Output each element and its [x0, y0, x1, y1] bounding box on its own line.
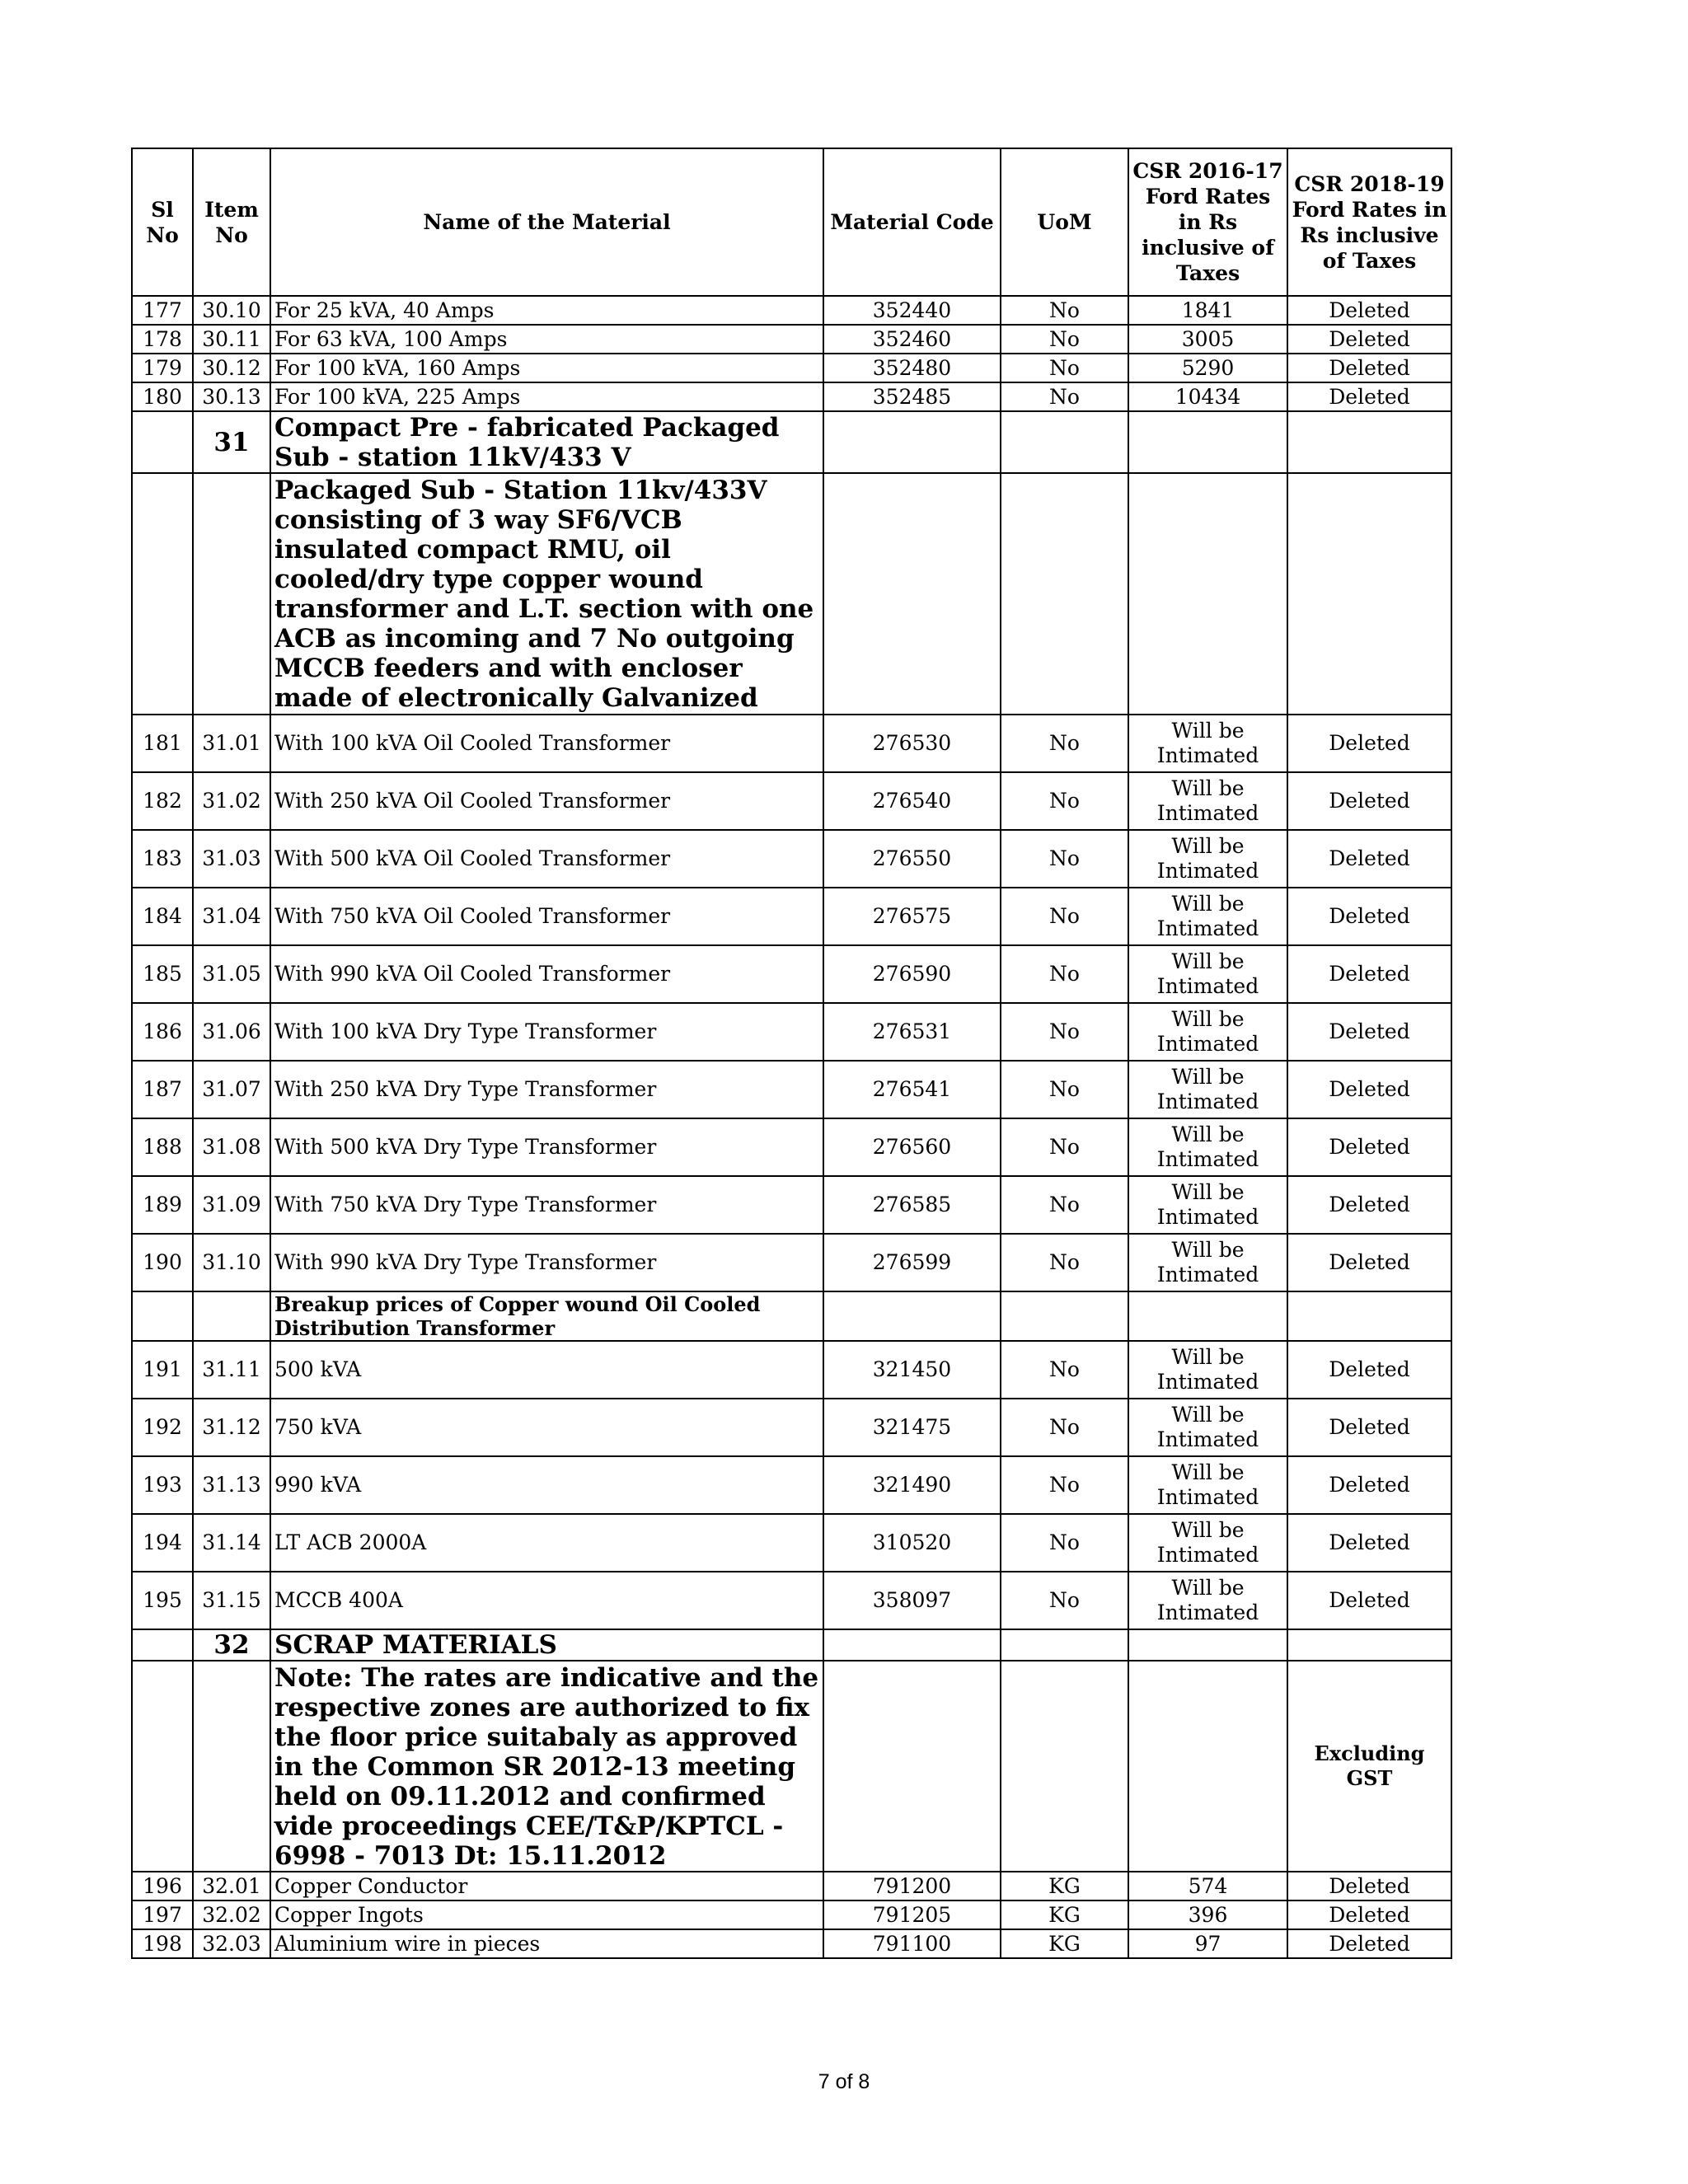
cell-sl-no: 179	[132, 354, 193, 382]
cell-sl-no: 186	[132, 1003, 193, 1061]
cell-material-code: 321450	[823, 1341, 1001, 1399]
table-row	[132, 715, 1451, 772]
cell-material-code: 276531	[823, 1003, 1001, 1061]
cell-item-no: 32.02	[193, 1900, 270, 1929]
cell-material-code: 276560	[823, 1118, 1001, 1176]
cell-sl-no: 178	[132, 325, 193, 354]
section-note-row	[132, 1661, 1451, 1872]
cell-rate-2016-17: Will be Intimated	[1128, 1003, 1287, 1061]
cell-uom: No	[1001, 1399, 1128, 1456]
section-item-no: 31	[193, 411, 270, 473]
cell-uom: No	[1001, 888, 1128, 945]
section-description-row	[132, 473, 1451, 715]
cell-sl-no: 198	[132, 1929, 193, 1958]
cell-item-no: 31.11	[193, 1341, 270, 1399]
cell-rate-2018-19: Deleted	[1287, 888, 1451, 945]
cell-rate-2018-19: Deleted	[1287, 830, 1451, 888]
cell-rate-2016-17: Will be Intimated	[1128, 830, 1287, 888]
cell-sl-no: 194	[132, 1514, 193, 1572]
cell-rate-2016-17: Will be Intimated	[1128, 1061, 1287, 1118]
cell-rate-2016-17: Will be Intimated	[1128, 1176, 1287, 1234]
cell-item-no: 31.12	[193, 1399, 270, 1456]
cell-material-name: 500 kVA	[270, 1341, 823, 1399]
cell-rate-2018-19: Deleted	[1287, 1514, 1451, 1572]
cell-rate-2016-17: Will be Intimated	[1128, 1572, 1287, 1629]
cell-item-no: 32.01	[193, 1872, 270, 1900]
cell-material-code: 276575	[823, 888, 1001, 945]
cell-sl-no: 193	[132, 1456, 193, 1514]
cell-rate-2016-17: 5290	[1128, 354, 1287, 382]
cell-material-name: With 250 kVA Dry Type Transformer	[270, 1061, 823, 1118]
table-row	[132, 1061, 1451, 1118]
cell-material-name: For 100 kVA, 160 Amps	[270, 354, 823, 382]
cell-item-no: 30.12	[193, 354, 270, 382]
cell-item-no: 31.10	[193, 1234, 270, 1291]
cell-rate-2016-17: Will be Intimated	[1128, 945, 1287, 1003]
rate-table	[131, 148, 1452, 1959]
cell-item-no: 30.10	[193, 296, 270, 325]
section-note: Note: The rates are indicative and the respective zones are authorized to fix the floor price suitabaly as approved in the Common SR 2012-13 meeting held on 09.11.2012 and confirmed vide proceedings CEE/T&P/KPTCL - 6998 - 7013 Dt: 15.11.2012	[270, 1661, 823, 1872]
cell-sl-no: 181	[132, 715, 193, 772]
breakup-heading: Breakup prices of Copper wound Oil Cooled Distribution Transformer	[270, 1291, 823, 1341]
cell-uom: No	[1001, 1234, 1128, 1291]
table-row	[132, 945, 1451, 1003]
cell-uom: KG	[1001, 1929, 1128, 1958]
cell-uom: No	[1001, 1514, 1128, 1572]
header-csr-2018-19: CSR 2018-19 Ford Rates in Rs inclusive of Taxes	[1287, 148, 1451, 296]
cell-uom: No	[1001, 1456, 1128, 1514]
cell-material-name: With 100 kVA Oil Cooled Transformer	[270, 715, 823, 772]
cell-rate-2018-19: Deleted	[1287, 1118, 1451, 1176]
cell-material-name: Aluminium wire in pieces	[270, 1929, 823, 1958]
cell-material-name: For 63 kVA, 100 Amps	[270, 325, 823, 354]
cell-material-name: 750 kVA	[270, 1399, 823, 1456]
cell-item-no: 30.11	[193, 325, 270, 354]
cell-uom: No	[1001, 1118, 1128, 1176]
cell-uom: No	[1001, 296, 1128, 325]
cell-material-code: 791200	[823, 1872, 1001, 1900]
cell-item-no: 31.15	[193, 1572, 270, 1629]
table-row	[132, 1118, 1451, 1176]
cell-uom: No	[1001, 1341, 1128, 1399]
cell-material-name: With 100 kVA Dry Type Transformer	[270, 1003, 823, 1061]
cell-material-code: 791205	[823, 1900, 1001, 1929]
cell-material-name: With 990 kVA Dry Type Transformer	[270, 1234, 823, 1291]
cell-rate-2018-19: Deleted	[1287, 1456, 1451, 1514]
cell-material-code: 276590	[823, 945, 1001, 1003]
table-row	[132, 772, 1451, 830]
table-row	[132, 1514, 1451, 1572]
cell-item-no: 30.13	[193, 382, 270, 411]
table-row	[132, 1399, 1451, 1456]
cell-uom: No	[1001, 354, 1128, 382]
cell-material-code: 352480	[823, 354, 1001, 382]
cell-sl-no: 192	[132, 1399, 193, 1456]
cell-sl-no: 190	[132, 1234, 193, 1291]
cell-uom: No	[1001, 830, 1128, 888]
cell-uom: No	[1001, 1176, 1128, 1234]
cell-uom: No	[1001, 715, 1128, 772]
cell-rate-2018-19: Deleted	[1287, 1929, 1451, 1958]
cell-rate-2016-17: Will be Intimated	[1128, 1234, 1287, 1291]
cell-material-code: 276541	[823, 1061, 1001, 1118]
cell-rate-2016-17: 574	[1128, 1872, 1287, 1900]
header-item-no: Item No	[193, 148, 270, 296]
cell-uom: KG	[1001, 1900, 1128, 1929]
cell-rate-2016-17: Will be Intimated	[1128, 715, 1287, 772]
cell-uom: No	[1001, 1061, 1128, 1118]
table-row	[132, 354, 1451, 382]
cell-rate-2016-17: Will be Intimated	[1128, 888, 1287, 945]
cell-rate-2018-19: Deleted	[1287, 1872, 1451, 1900]
cell-item-no: 31.07	[193, 1061, 270, 1118]
cell-material-code: 276585	[823, 1176, 1001, 1234]
section-description: Packaged Sub - Station 11kv/433V consisting of 3 way SF6/VCB insulated compact RMU, oil cooled/dry type copper wound transformer and L.T. section with one ACB as incoming and 7 No outgoing MCCB feeders and with encloser made of electronically Galvanized	[270, 473, 823, 715]
cell-sl-no: 196	[132, 1872, 193, 1900]
cell-rate-2018-19: Deleted	[1287, 296, 1451, 325]
rows-group-32	[132, 1872, 1451, 1958]
cell-item-no: 31.01	[193, 715, 270, 772]
cell-rate-2018-19: Deleted	[1287, 1341, 1451, 1399]
cell-item-no: 31.03	[193, 830, 270, 888]
note-rate-label: Excluding GST	[1287, 1661, 1451, 1872]
cell-material-code: 276540	[823, 772, 1001, 830]
cell-material-name: Copper Ingots	[270, 1900, 823, 1929]
table-row	[132, 1872, 1451, 1900]
cell-item-no: 31.09	[193, 1176, 270, 1234]
cell-rate-2018-19: Deleted	[1287, 772, 1451, 830]
table-row	[132, 830, 1451, 888]
cell-material-name: With 250 kVA Oil Cooled Transformer	[270, 772, 823, 830]
cell-sl-no: 177	[132, 296, 193, 325]
cell-sl-no: 184	[132, 888, 193, 945]
cell-rate-2016-17: Will be Intimated	[1128, 1456, 1287, 1514]
header-row	[132, 148, 1451, 296]
cell-material-code: 276550	[823, 830, 1001, 888]
cell-rate-2018-19: Deleted	[1287, 1900, 1451, 1929]
cell-material-name: 990 kVA	[270, 1456, 823, 1514]
cell-rate-2016-17: Will be Intimated	[1128, 772, 1287, 830]
cell-material-code: 358097	[823, 1572, 1001, 1629]
rows-group-30	[132, 296, 1451, 411]
header-material-code: Material Code	[823, 148, 1001, 296]
cell-rate-2018-19: Deleted	[1287, 1572, 1451, 1629]
cell-sl-no: 197	[132, 1900, 193, 1929]
cell-rate-2018-19: Deleted	[1287, 325, 1451, 354]
table-row	[132, 325, 1451, 354]
table-row	[132, 1003, 1451, 1061]
section-32	[132, 1629, 1451, 1872]
cell-rate-2016-17: 10434	[1128, 382, 1287, 411]
breakup-heading-group	[132, 1291, 1451, 1341]
cell-rate-2016-17: 3005	[1128, 325, 1287, 354]
cell-rate-2018-19: Deleted	[1287, 382, 1451, 411]
section-header-row	[132, 1629, 1451, 1661]
cell-material-name: For 100 kVA, 225 Amps	[270, 382, 823, 411]
cell-rate-2018-19: Deleted	[1287, 1003, 1451, 1061]
cell-sl-no: 191	[132, 1341, 193, 1399]
cell-rate-2016-17: 1841	[1128, 296, 1287, 325]
cell-uom: No	[1001, 1003, 1128, 1061]
rows-group-31-substations	[132, 715, 1451, 1291]
cell-sl-no: 185	[132, 945, 193, 1003]
table-row	[132, 296, 1451, 325]
cell-rate-2016-17: 97	[1128, 1929, 1287, 1958]
cell-rate-2018-19: Deleted	[1287, 354, 1451, 382]
cell-material-name: With 990 kVA Oil Cooled Transformer	[270, 945, 823, 1003]
cell-material-name: With 750 kVA Dry Type Transformer	[270, 1176, 823, 1234]
header-material-name: Name of the Material	[270, 148, 823, 296]
cell-rate-2016-17: 396	[1128, 1900, 1287, 1929]
cell-rate-2018-19: Deleted	[1287, 1061, 1451, 1118]
cell-sl-no: 189	[132, 1176, 193, 1234]
header-uom: UoM	[1001, 148, 1128, 296]
table-row	[132, 1234, 1451, 1291]
cell-uom: No	[1001, 382, 1128, 411]
cell-uom: No	[1001, 945, 1128, 1003]
cell-rate-2018-19: Deleted	[1287, 715, 1451, 772]
cell-rate-2016-17: Will be Intimated	[1128, 1341, 1287, 1399]
cell-material-code: 791100	[823, 1929, 1001, 1958]
cell-uom: KG	[1001, 1872, 1128, 1900]
cell-material-name: With 500 kVA Oil Cooled Transformer	[270, 830, 823, 888]
cell-material-code: 352485	[823, 382, 1001, 411]
section-title: SCRAP MATERIALS	[270, 1629, 823, 1661]
cell-sl-no: 188	[132, 1118, 193, 1176]
table-row	[132, 1900, 1451, 1929]
header-sl-no: Sl No	[132, 148, 193, 296]
cell-material-code: 352440	[823, 296, 1001, 325]
cell-item-no: 31.13	[193, 1456, 270, 1514]
cell-rate-2018-19: Deleted	[1287, 1176, 1451, 1234]
cell-material-code: 321475	[823, 1399, 1001, 1456]
cell-uom: No	[1001, 325, 1128, 354]
cell-material-code: 321490	[823, 1456, 1001, 1514]
cell-sl-no: 182	[132, 772, 193, 830]
cell-uom: No	[1001, 1572, 1128, 1629]
cell-item-no: 31.08	[193, 1118, 270, 1176]
table-row	[132, 382, 1451, 411]
cell-rate-2018-19: Deleted	[1287, 1399, 1451, 1456]
cell-rate-2016-17: Will be Intimated	[1128, 1399, 1287, 1456]
cell-material-name: For 25 kVA, 40 Amps	[270, 296, 823, 325]
cell-uom: No	[1001, 772, 1128, 830]
cell-item-no: 31.05	[193, 945, 270, 1003]
cell-sl-no: 195	[132, 1572, 193, 1629]
cell-item-no: 31.04	[193, 888, 270, 945]
cell-material-name: With 750 kVA Oil Cooled Transformer	[270, 888, 823, 945]
table-row	[132, 1572, 1451, 1629]
cell-material-code: 352460	[823, 325, 1001, 354]
cell-rate-2018-19: Deleted	[1287, 945, 1451, 1003]
header-csr-2016-17: CSR 2016-17 Ford Rates in Rs inclusive of Taxes	[1128, 148, 1287, 296]
section-header-row	[132, 411, 1451, 473]
section-31	[132, 411, 1451, 715]
subheading-row	[132, 1291, 1451, 1341]
cell-rate-2018-19: Deleted	[1287, 1234, 1451, 1291]
cell-sl-no: 180	[132, 382, 193, 411]
table-row	[132, 888, 1451, 945]
table-row	[132, 1341, 1451, 1399]
cell-material-name: MCCB 400A	[270, 1572, 823, 1629]
cell-material-code: 276530	[823, 715, 1001, 772]
cell-material-name: LT ACB 2000A	[270, 1514, 823, 1572]
table-row	[132, 1176, 1451, 1234]
cell-item-no: 31.06	[193, 1003, 270, 1061]
cell-material-name: Copper Conductor	[270, 1872, 823, 1900]
cell-material-code: 276599	[823, 1234, 1001, 1291]
cell-sl-no: 187	[132, 1061, 193, 1118]
section-title: Compact Pre - fabricated Packaged Sub - station 11kV/433 V	[270, 411, 823, 473]
cell-item-no: 31.14	[193, 1514, 270, 1572]
cell-rate-2016-17: Will be Intimated	[1128, 1118, 1287, 1176]
rows-group-31-breakup	[132, 1341, 1451, 1629]
cell-material-code: 310520	[823, 1514, 1001, 1572]
table-row	[132, 1456, 1451, 1514]
cell-material-name: With 500 kVA Dry Type Transformer	[270, 1118, 823, 1176]
cell-item-no: 32.03	[193, 1929, 270, 1958]
cell-sl-no: 183	[132, 830, 193, 888]
page-number: 7 of 8	[818, 2070, 870, 2093]
table-row	[132, 1929, 1451, 1958]
cell-rate-2016-17: Will be Intimated	[1128, 1514, 1287, 1572]
section-item-no: 32	[193, 1629, 270, 1661]
cell-item-no: 31.02	[193, 772, 270, 830]
